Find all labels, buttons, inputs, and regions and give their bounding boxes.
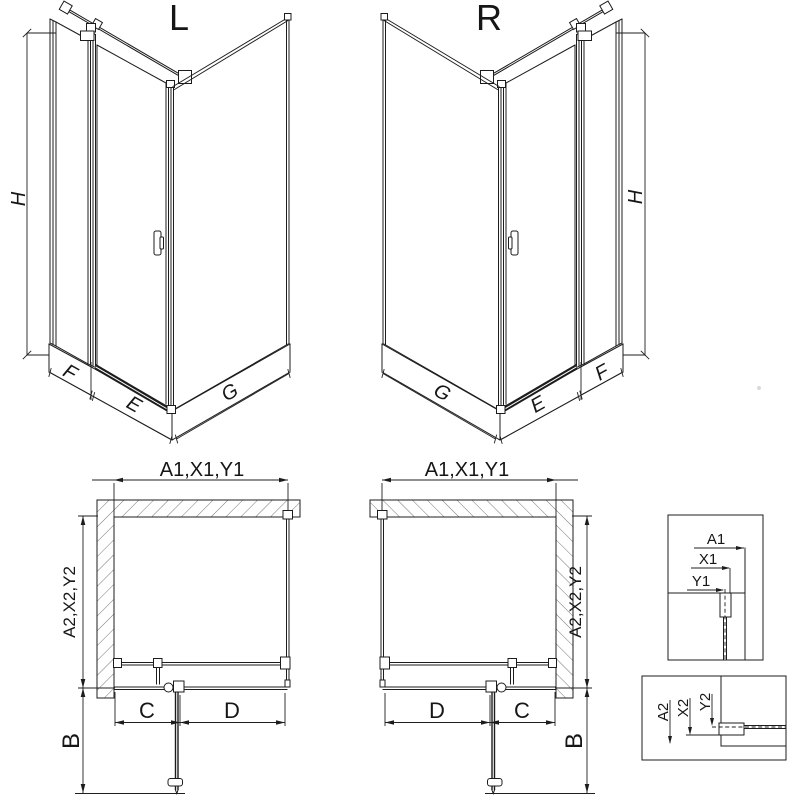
plan-l-depth-label: A2,X2,Y2 [60,566,79,638]
wall-profile-section [720,593,731,617]
detail-a1-label: A1 [706,531,726,548]
variant-label-l: L [168,0,190,38]
plan-r-d-label: D [429,698,445,723]
wall-profile-section-side [719,723,744,735]
plan-l-b-label: B [58,732,85,750]
plan-l-d-label: D [224,698,240,723]
plan-view-right [370,459,595,794]
dim-label-f-r: F [591,360,613,386]
detail-y1-label: Y1 [691,573,711,590]
isometric-view-left [8,0,291,444]
isometric-view-right [381,0,649,444]
dim-label-e-l: E [122,391,146,418]
watermark-dot [757,386,761,390]
detail-a2-label: A2 [655,702,672,722]
detail-box-wall-side [642,676,786,760]
plan-r-depth-label: A2,X2,Y2 [566,566,585,638]
plan-l-c-label: C [139,698,155,723]
variant-label-r: R [476,0,502,38]
detail-y2-label: Y2 [697,692,714,712]
plan-r-c-label: C [514,698,530,723]
dim-label-e-r: E [526,391,550,418]
detail-x2-label: X2 [675,698,692,718]
dim-label-h-r: H [625,189,647,205]
dim-label-g-r: G [429,379,455,407]
detail-box-wall-top [668,515,763,660]
plan-view-left [58,459,300,794]
plan-r-width-label: A1,X1,Y1 [424,459,510,481]
dim-label-f-l: F [59,360,81,386]
dim-label-h-l: H [8,191,30,207]
dim-label-g-l: G [217,379,243,407]
plan-r-b-label: B [561,732,588,750]
detail-x1-label: X1 [698,551,718,568]
plan-l-width-label: A1,X1,Y1 [159,459,245,481]
